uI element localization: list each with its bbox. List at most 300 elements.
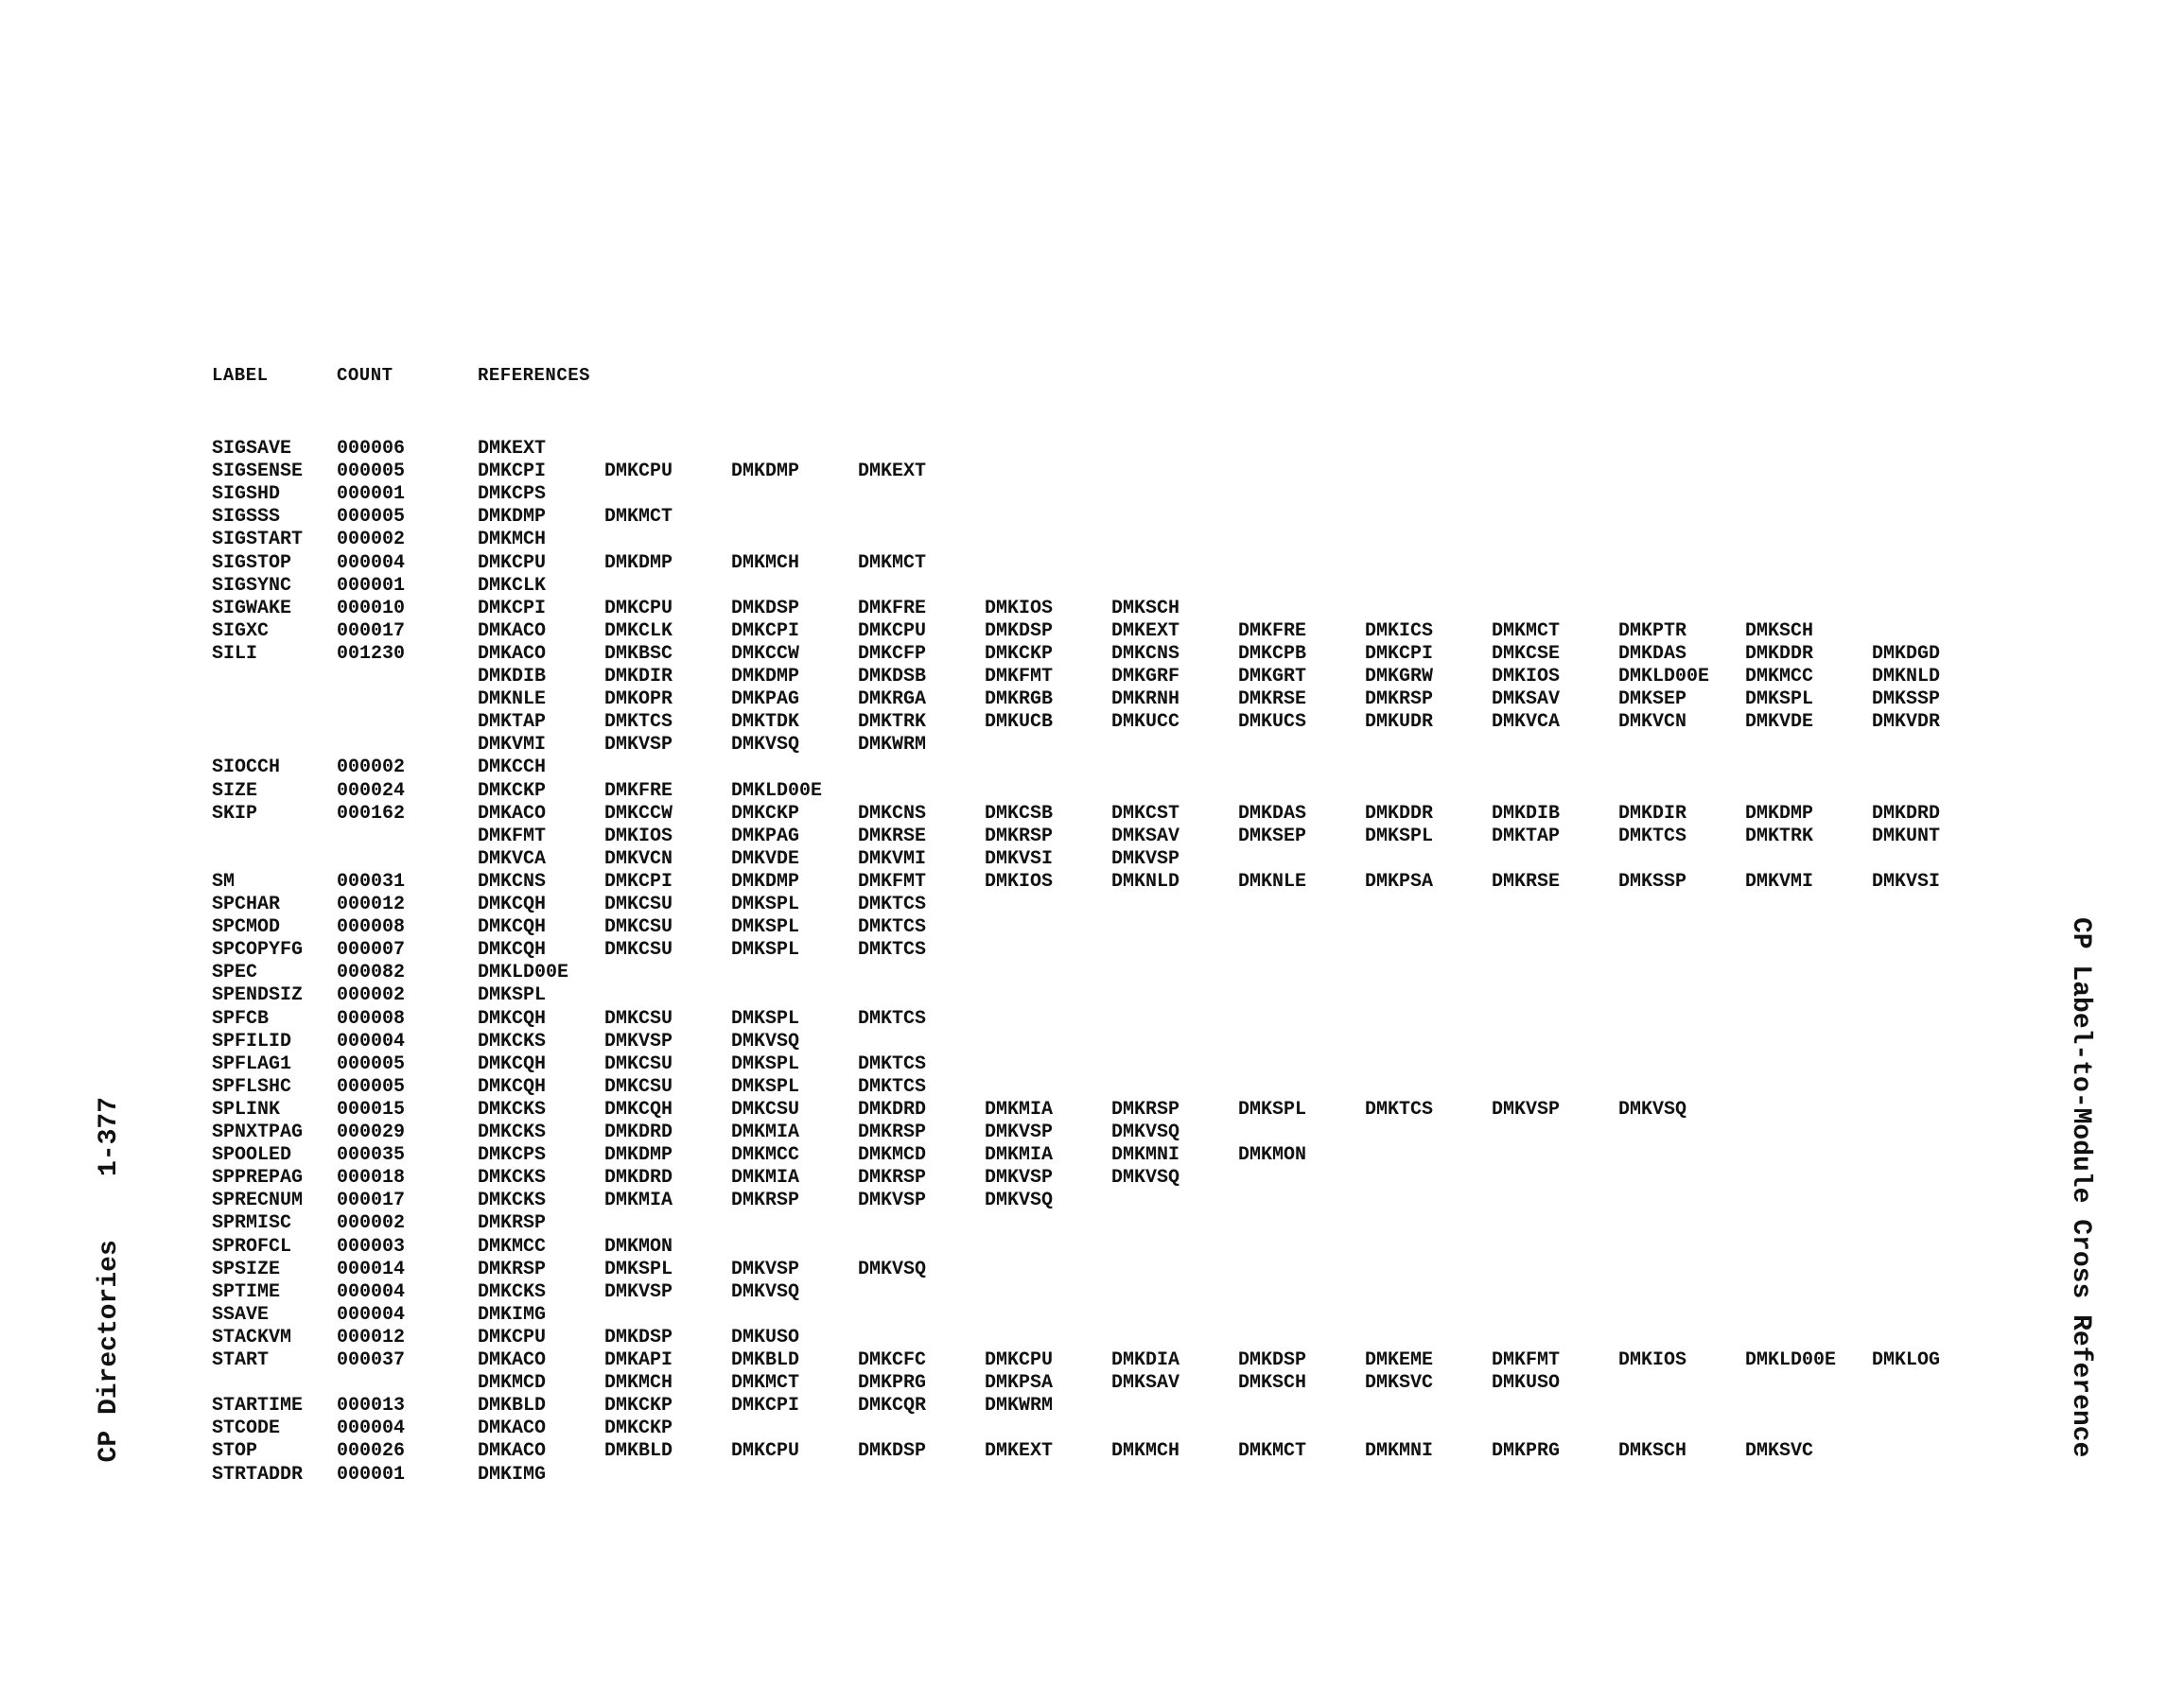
module-reference: DMKDAS: [1238, 803, 1307, 825]
row-label: STACKVM: [212, 1327, 292, 1348]
table-row: [0, 1440, 2184, 1463]
module-reference: DMKCKS: [478, 1031, 547, 1052]
module-reference: DMKDSB: [858, 666, 927, 687]
module-reference: DMKVSQ: [1618, 1099, 1687, 1121]
module-reference: DMKVDR: [1872, 711, 1941, 733]
module-reference: DMKVSQ: [1111, 1122, 1180, 1143]
module-reference: DMKDRD: [858, 1099, 927, 1121]
row-count: 000006: [337, 438, 406, 460]
module-reference: DMKTCS: [858, 939, 927, 961]
module-reference: DMKMCT: [1238, 1440, 1307, 1462]
module-reference: DMKCKS: [478, 1099, 547, 1121]
module-reference: DMKMCT: [731, 1372, 800, 1394]
table-row: [0, 894, 2184, 916]
module-reference: DMKDRD: [604, 1122, 673, 1143]
module-reference: DMKCQH: [478, 1053, 547, 1075]
module-reference: DMKCPU: [478, 1327, 547, 1348]
row-label: STRTADDR: [212, 1464, 304, 1486]
table-row: [0, 711, 2184, 734]
module-reference: DMKCSB: [985, 803, 1054, 825]
module-reference: DMKCPU: [604, 598, 673, 619]
module-reference: DMKVSQ: [858, 1259, 927, 1280]
module-reference: DMKDDR: [1365, 803, 1434, 825]
module-reference: DMKACO: [478, 620, 547, 642]
table-row: [0, 1349, 2184, 1372]
row-count: 001230: [337, 643, 406, 665]
module-reference: DMKSPL: [1745, 688, 1814, 710]
module-reference: DMKMCC: [478, 1236, 547, 1258]
row-label: SPTIME: [212, 1281, 281, 1303]
table-row: [0, 506, 2184, 529]
module-reference: DMKDSP: [731, 598, 800, 619]
module-reference: DMKRSE: [1492, 871, 1561, 893]
module-reference: DMKCNS: [1111, 643, 1180, 665]
module-reference: DMKRSP: [985, 826, 1054, 847]
module-reference: DMKVSP: [731, 1259, 800, 1280]
module-reference: DMKNLD: [1111, 871, 1180, 893]
module-reference: DMKTRK: [858, 711, 927, 733]
module-reference: DMKCPI: [731, 1395, 800, 1417]
module-reference: DMKPSA: [1365, 871, 1434, 893]
row-label: SPFLAG1: [212, 1053, 292, 1075]
table-row: [0, 734, 2184, 757]
table-row: [0, 939, 2184, 962]
module-reference: DMKSPL: [731, 1053, 800, 1075]
module-reference: DMKMNI: [1365, 1440, 1434, 1462]
row-count: 000004: [337, 1281, 406, 1303]
module-reference: DMKICS: [1365, 620, 1434, 642]
module-reference: DMKRSP: [478, 1259, 547, 1280]
module-reference: DMKCKS: [478, 1281, 547, 1303]
module-reference: DMKUCC: [1111, 711, 1180, 733]
module-reference: DMKCCW: [604, 803, 673, 825]
right-margin-caption: CP Label-to-Module Cross Reference: [2066, 917, 2095, 1458]
module-reference: DMKTCS: [858, 1053, 927, 1075]
module-reference: DMKIOS: [604, 826, 673, 847]
table-row: [0, 1327, 2184, 1349]
module-reference: DMKCSU: [604, 939, 673, 961]
module-reference: DMKRSP: [858, 1167, 927, 1189]
row-label: STCODE: [212, 1417, 281, 1439]
row-count: 000005: [337, 1053, 406, 1075]
table-row: [0, 461, 2184, 483]
row-count: 000037: [337, 1349, 406, 1371]
references-column-header: REFERENCES: [478, 365, 591, 386]
module-reference: DMKTCS: [1365, 1099, 1434, 1121]
module-reference: DMKCPU: [604, 461, 673, 482]
row-count: 000001: [337, 1464, 406, 1486]
module-reference: DMKDMP: [1745, 803, 1814, 825]
module-reference: DMKSPL: [731, 916, 800, 938]
table-row: [0, 1099, 2184, 1122]
module-reference: DMKSCH: [1618, 1440, 1687, 1462]
row-count: 000026: [337, 1440, 406, 1462]
module-reference: DMKSSP: [1618, 871, 1687, 893]
module-reference: DMKCKS: [478, 1190, 547, 1211]
module-reference: DMKMCH: [1111, 1440, 1180, 1462]
row-label: SPRMISC: [212, 1212, 292, 1234]
table-row: [0, 688, 2184, 711]
row-label: SIGSSS: [212, 506, 281, 528]
module-reference: DMKNLD: [1872, 666, 1941, 687]
row-count: 000001: [337, 575, 406, 597]
module-reference: DMKSPL: [1238, 1099, 1307, 1121]
table-row: [0, 1167, 2184, 1190]
module-reference: DMKSCH: [1745, 620, 1814, 642]
row-count: 000002: [337, 757, 406, 778]
module-reference: DMKUNT: [1872, 826, 1941, 847]
module-reference: DMKLOG: [1872, 1349, 1941, 1371]
module-reference: DMKDSP: [985, 620, 1054, 642]
module-reference: DMKRSE: [858, 826, 927, 847]
module-reference: DMKEXT: [1111, 620, 1180, 642]
row-label: SM: [212, 871, 236, 893]
module-reference: DMKDIR: [604, 666, 673, 687]
module-reference: DMKVSP: [985, 1167, 1054, 1189]
row-count: 000002: [337, 1212, 406, 1234]
module-reference: DMKCPI: [478, 461, 547, 482]
module-reference: DMKSCH: [1111, 598, 1180, 619]
module-reference: DMKUSO: [731, 1327, 800, 1348]
module-reference: DMKMCH: [731, 552, 800, 574]
module-reference: DMKEXT: [858, 461, 927, 482]
table-row: [0, 1190, 2184, 1212]
module-reference: DMKTDK: [731, 711, 800, 733]
table-row: [0, 552, 2184, 575]
module-reference: DMKMCH: [478, 529, 547, 550]
module-reference: DMKVSP: [858, 1190, 927, 1211]
module-reference: DMKWRM: [985, 1395, 1054, 1417]
module-reference: DMKCPU: [478, 552, 547, 574]
module-reference: DMKRSP: [1111, 1099, 1180, 1121]
module-reference: DMKBSC: [604, 643, 673, 665]
module-reference: DMKACO: [478, 1440, 547, 1462]
module-reference: DMKBLD: [478, 1395, 547, 1417]
row-label: SPFLSHC: [212, 1076, 292, 1098]
table-row: [0, 1212, 2184, 1235]
module-reference: DMKPTR: [1618, 620, 1687, 642]
module-reference: DMKRNH: [1111, 688, 1180, 710]
module-reference: DMKPRG: [858, 1372, 927, 1394]
row-count: 000162: [337, 803, 406, 825]
row-label: SPROFCL: [212, 1236, 292, 1258]
row-count: 000013: [337, 1395, 406, 1417]
row-label: SPOOLED: [212, 1144, 292, 1166]
module-reference: DMKCLK: [478, 575, 547, 597]
module-reference: DMKCSU: [604, 916, 673, 938]
module-reference: DMKDMP: [731, 461, 800, 482]
row-count: 000002: [337, 984, 406, 1006]
module-reference: DMKSVC: [1745, 1440, 1814, 1462]
table-row: [0, 1144, 2184, 1167]
module-reference: DMKFMT: [985, 666, 1054, 687]
module-reference: DMKDMP: [731, 871, 800, 893]
module-reference: DMKSAV: [1492, 688, 1561, 710]
module-reference: DMKCQH: [478, 916, 547, 938]
table-row: [0, 826, 2184, 848]
row-label: START: [212, 1349, 270, 1371]
row-count: 000017: [337, 1190, 406, 1211]
module-reference: DMKBLD: [731, 1349, 800, 1371]
module-reference: DMKCST: [1111, 803, 1180, 825]
module-reference: DMKCPI: [1365, 643, 1434, 665]
row-count: 000024: [337, 780, 406, 802]
module-reference: DMKCKP: [604, 1417, 673, 1439]
module-reference: DMKCKP: [985, 643, 1054, 665]
module-reference: DMKMCC: [731, 1144, 800, 1166]
table-row: [0, 962, 2184, 984]
module-reference: DMKVCA: [1492, 711, 1561, 733]
table-row: [0, 780, 2184, 803]
module-reference: DMKCPI: [731, 620, 800, 642]
module-reference: DMKVMI: [478, 734, 547, 756]
module-reference: DMKVSP: [604, 734, 673, 756]
module-reference: DMKBLD: [604, 1440, 673, 1462]
module-reference: DMKSAV: [1111, 826, 1180, 847]
row-label: SIGWAKE: [212, 598, 292, 619]
module-reference: DMKCSE: [1492, 643, 1561, 665]
module-reference: DMKRSE: [1238, 688, 1307, 710]
module-reference: DMKDRD: [1872, 803, 1941, 825]
module-reference: DMKIOS: [1618, 1349, 1687, 1371]
module-reference: DMKMIA: [731, 1167, 800, 1189]
module-reference: DMKFRE: [1238, 620, 1307, 642]
module-reference: DMKMCD: [478, 1372, 547, 1394]
module-reference: DMKACO: [478, 1417, 547, 1439]
module-reference: DMKDGD: [1872, 643, 1941, 665]
module-reference: DMKPSA: [985, 1372, 1054, 1394]
row-label: SILI: [212, 643, 258, 665]
module-reference: DMKTCS: [604, 711, 673, 733]
row-label: SIGSYNC: [212, 575, 292, 597]
module-reference: DMKFMT: [478, 826, 547, 847]
module-reference: DMKCCH: [478, 757, 547, 778]
row-count: 000002: [337, 529, 406, 550]
module-reference: DMKDMP: [604, 552, 673, 574]
row-label: SSAVE: [212, 1304, 270, 1326]
row-label: SKIP: [212, 803, 258, 825]
table-row: [0, 1076, 2184, 1099]
module-reference: DMKPAG: [731, 826, 800, 847]
module-reference: DMKVDE: [731, 848, 800, 870]
row-label: SIGSTART: [212, 529, 304, 550]
table-row: [0, 438, 2184, 461]
module-reference: DMKCLK: [604, 620, 673, 642]
module-reference: DMKSPL: [478, 984, 547, 1006]
module-reference: DMKGRF: [1111, 666, 1180, 687]
module-reference: DMKGRT: [1238, 666, 1307, 687]
module-reference: DMKUCS: [1238, 711, 1307, 733]
module-reference: DMKTCS: [858, 1076, 927, 1098]
row-count: 000008: [337, 916, 406, 938]
module-reference: DMKFMT: [858, 871, 927, 893]
table-row: [0, 1122, 2184, 1144]
module-reference: DMKCPS: [478, 1144, 547, 1166]
module-reference: DMKTAP: [478, 711, 547, 733]
module-reference: DMKOPR: [604, 688, 673, 710]
module-reference: DMKDIR: [1618, 803, 1687, 825]
module-reference: DMKNLE: [1238, 871, 1307, 893]
module-reference: DMKCPB: [1238, 643, 1307, 665]
module-reference: DMKTRK: [1745, 826, 1814, 847]
module-reference: DMKDSP: [1238, 1349, 1307, 1371]
row-label: STARTIME: [212, 1395, 304, 1417]
module-reference: DMKSPL: [731, 894, 800, 915]
module-reference: DMKCPU: [858, 620, 927, 642]
row-label: SPRECNUM: [212, 1190, 304, 1211]
module-reference: DMKMNI: [1111, 1144, 1180, 1166]
table-row: [0, 1281, 2184, 1304]
module-reference: DMKCPS: [478, 483, 547, 505]
row-label: SPSIZE: [212, 1259, 281, 1280]
module-reference: DMKDMP: [731, 666, 800, 687]
module-reference: DMKMIA: [985, 1144, 1054, 1166]
module-reference: DMKPRG: [1492, 1440, 1561, 1462]
module-reference: DMKCFC: [858, 1349, 927, 1371]
module-reference: DMKTCS: [858, 894, 927, 915]
module-reference: DMKEME: [1365, 1349, 1434, 1371]
row-label: SIGSAVE: [212, 438, 292, 460]
module-reference: DMKVMI: [1745, 871, 1814, 893]
module-reference: DMKFRE: [858, 598, 927, 619]
module-reference: DMKCPI: [478, 598, 547, 619]
row-label: SIOCCH: [212, 757, 281, 778]
module-reference: DMKVSI: [985, 848, 1054, 870]
row-label: SPCMOD: [212, 916, 281, 938]
module-reference: DMKNLE: [478, 688, 547, 710]
row-count: 000012: [337, 894, 406, 915]
module-reference: DMKIMG: [478, 1464, 547, 1486]
module-reference: DMKMIA: [985, 1099, 1054, 1121]
module-reference: DMKVCN: [604, 848, 673, 870]
module-reference: DMKTCS: [1618, 826, 1687, 847]
module-reference: DMKRSP: [731, 1190, 800, 1211]
table-row: [0, 1031, 2184, 1053]
module-reference: DMKVSP: [1492, 1099, 1561, 1121]
module-reference: DMKCKP: [731, 803, 800, 825]
module-reference: DMKSVC: [1365, 1372, 1434, 1394]
table-row: [0, 643, 2184, 666]
module-reference: DMKMCC: [1745, 666, 1814, 687]
row-count: 000005: [337, 506, 406, 528]
module-reference: DMKCSU: [604, 894, 673, 915]
row-count: 000004: [337, 1031, 406, 1052]
module-reference: DMKDIA: [1111, 1349, 1180, 1371]
table-row: [0, 1395, 2184, 1417]
module-reference: DMKCKP: [604, 1395, 673, 1417]
module-reference: DMKDAS: [1618, 643, 1687, 665]
table-row: [0, 529, 2184, 551]
table-row: [0, 1008, 2184, 1031]
module-reference: DMKMIA: [731, 1122, 800, 1143]
row-label: SPLINK: [212, 1099, 281, 1121]
module-reference: DMKCSU: [604, 1008, 673, 1030]
table-row: [0, 871, 2184, 894]
module-reference: DMKVMI: [858, 848, 927, 870]
row-label: SPPREPAG: [212, 1167, 304, 1189]
row-count: 000012: [337, 1327, 406, 1348]
row-count: 000029: [337, 1122, 406, 1143]
module-reference: DMKCSU: [604, 1076, 673, 1098]
module-reference: DMKRSP: [858, 1122, 927, 1143]
module-reference: DMKMON: [604, 1236, 673, 1258]
module-reference: DMKCSU: [604, 1053, 673, 1075]
module-reference: DMKSAV: [1111, 1372, 1180, 1394]
module-reference: DMKCPU: [731, 1440, 800, 1462]
row-label: SIGSENSE: [212, 461, 304, 482]
module-reference: DMKCQH: [478, 1008, 547, 1030]
module-reference: DMKMCD: [858, 1144, 927, 1166]
module-reference: DMKVDE: [1745, 711, 1814, 733]
module-reference: DMKCKP: [478, 780, 547, 802]
module-reference: DMKACO: [478, 803, 547, 825]
module-reference: DMKIMG: [478, 1304, 547, 1326]
row-label: SPCOPYFG: [212, 939, 304, 961]
module-reference: DMKFMT: [1492, 1349, 1561, 1371]
table-row: [0, 1417, 2184, 1440]
table-row: [0, 757, 2184, 779]
row-label: SIGXC: [212, 620, 270, 642]
row-label: SPENDSIZ: [212, 984, 304, 1006]
module-reference: DMKAPI: [604, 1349, 673, 1371]
module-reference: DMKACO: [478, 1349, 547, 1371]
module-reference: DMKVSQ: [985, 1190, 1054, 1211]
module-reference: DMKDIB: [1492, 803, 1561, 825]
module-reference: DMKVSQ: [731, 1031, 800, 1052]
module-reference: DMKWRM: [858, 734, 927, 756]
module-reference: DMKCQH: [478, 1076, 547, 1098]
row-label: STOP: [212, 1440, 258, 1462]
module-reference: DMKSPL: [731, 1076, 800, 1098]
row-label: SPFILID: [212, 1031, 292, 1052]
row-count: 000015: [337, 1099, 406, 1121]
module-reference: DMKCNS: [858, 803, 927, 825]
module-reference: DMKVSP: [1111, 848, 1180, 870]
row-label: SPNXTPAG: [212, 1122, 304, 1143]
module-reference: DMKIOS: [1492, 666, 1561, 687]
row-count: 000004: [337, 1304, 406, 1326]
table-row: [0, 1464, 2184, 1487]
row-count: 000007: [337, 939, 406, 961]
module-reference: DMKCCW: [731, 643, 800, 665]
module-reference: DMKSEP: [1618, 688, 1687, 710]
row-count: 000010: [337, 598, 406, 619]
table-row: [0, 620, 2184, 643]
module-reference: DMKCSU: [731, 1099, 800, 1121]
module-reference: DMKTCS: [858, 1008, 927, 1030]
module-reference: DMKUDR: [1365, 711, 1434, 733]
row-count: 000004: [337, 1417, 406, 1439]
row-label: SIZE: [212, 780, 258, 802]
module-reference: DMKIOS: [985, 871, 1054, 893]
module-reference: DMKCPU: [985, 1349, 1054, 1371]
row-count: 000031: [337, 871, 406, 893]
module-reference: DMKVSP: [985, 1122, 1054, 1143]
row-count: 000014: [337, 1259, 406, 1280]
module-reference: DMKDRD: [604, 1167, 673, 1189]
module-reference: DMKTCS: [858, 916, 927, 938]
row-count: 000082: [337, 962, 406, 983]
module-reference: DMKRSP: [1365, 688, 1434, 710]
table-row: [0, 666, 2184, 688]
module-reference: DMKSEP: [1238, 826, 1307, 847]
module-reference: DMKDSP: [858, 1440, 927, 1462]
module-reference: DMKDIB: [478, 666, 547, 687]
row-count: 000004: [337, 552, 406, 574]
row-count: 000001: [337, 483, 406, 505]
module-reference: DMKUCB: [985, 711, 1054, 733]
module-reference: DMKCKS: [478, 1167, 547, 1189]
